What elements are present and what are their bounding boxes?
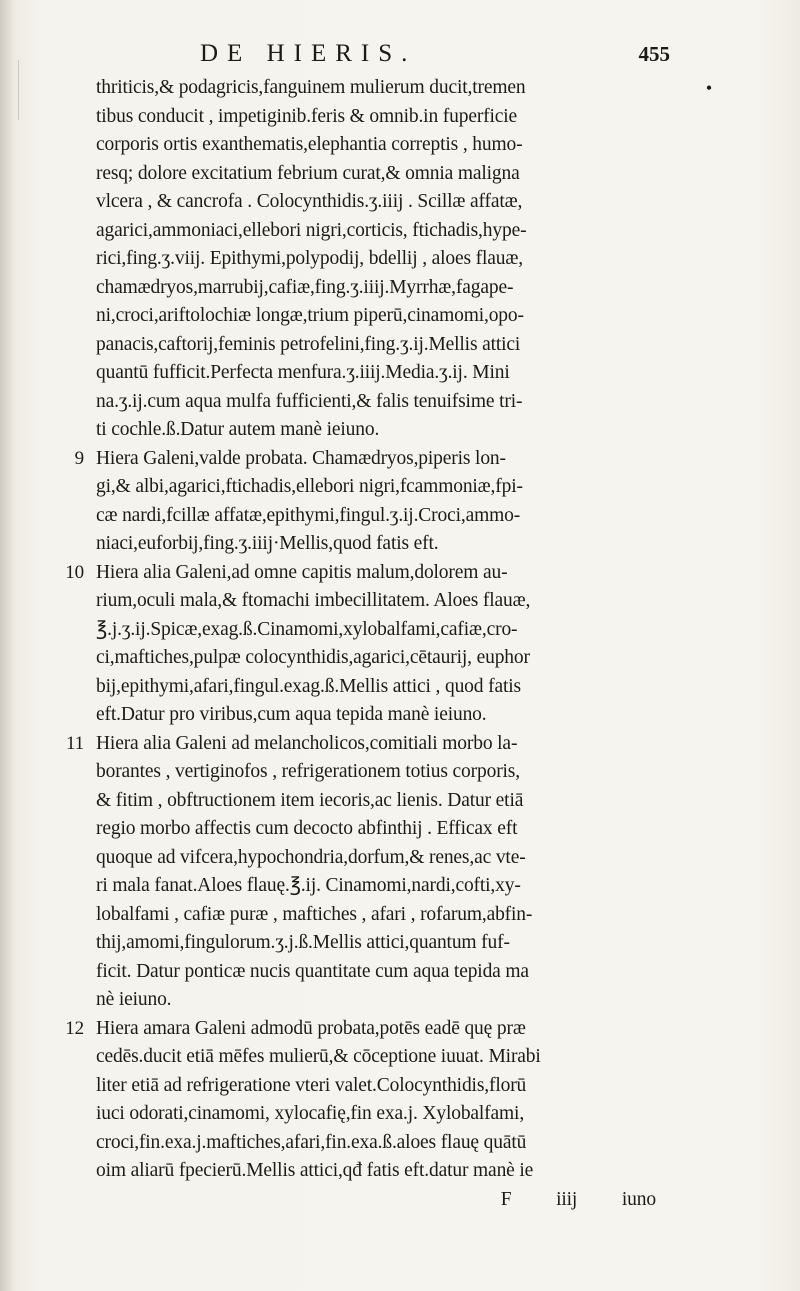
text-line xyxy=(96,758,676,787)
body-text xyxy=(65,74,712,1214)
line-text: bij,epithymi,afari,fingul.exag.ß.Mellis attici , quod fatis xyxy=(96,675,521,697)
paragraph-number: 11 xyxy=(66,732,84,754)
line-text: cæ nardi,fcillæ affatæ,epithymi,fingul.ʒ.ij.Croci,ammo- xyxy=(96,504,521,526)
line-text: & fitim , obftructionem item iecoris,ac lienis. Datur etiā xyxy=(96,789,524,811)
text-line xyxy=(65,1015,676,1044)
text-line xyxy=(96,1157,676,1186)
text-line xyxy=(96,359,676,388)
text-line xyxy=(96,302,676,331)
text-line xyxy=(96,673,676,702)
line-text: eft.Datur pro viribus,cum aqua tepida manè ieiuno. xyxy=(96,704,487,725)
line-text: niaci,euforbij,fing.ʒ.iiij·Mellis,quod fatis eft. xyxy=(96,533,439,554)
line-text: borantes , vertiginofos , refrigerationem totius corporis, xyxy=(96,761,520,782)
text-line xyxy=(96,872,676,901)
text-line xyxy=(96,701,676,730)
running-head: DE HIERIS. xyxy=(200,40,417,67)
page-number: 455 xyxy=(638,42,670,66)
line-text: rici,fing.ʒ.viij. Epithymi,polypodij, bdellij , aloes flauæ, xyxy=(96,248,523,269)
line-text: corporis ortis exanthematis,elephantia correptis , humo- xyxy=(96,134,523,155)
text-line xyxy=(96,1043,676,1072)
margin-mark: • xyxy=(705,78,712,98)
line-text: thij,amomi,fingulorum.ʒ.j.ß.Mellis attici,quantum fuf- xyxy=(96,932,510,953)
line-text: ficit. Datur ponticæ nucis quantitate cum aqua tepida ma xyxy=(96,960,529,982)
line-text: vlcera , & cancrofa . Colocynthidis.ʒ.iiij . Scillæ affatæ, xyxy=(96,191,523,212)
line-text: ti cochle.ß.Datur autem manè ieiuno. xyxy=(96,419,380,440)
text-line xyxy=(96,74,712,103)
text-line xyxy=(96,530,676,559)
line-text: na.ʒ.ij.cum aqua mulfa fufficienti,& falis tenuifsime tri- xyxy=(96,390,523,412)
line-text: Hiera amara Galeni admodū probata,potēs eadē quę præ xyxy=(96,1017,526,1039)
text-line xyxy=(96,331,676,360)
line-text: gi,& albi,agarici,ftichadis,ellebori nigri,fcammoniæ,fpi- xyxy=(96,476,523,497)
line-text: quoque ad vifcera,hypochondria,dorfum,& renes,ac vte- xyxy=(96,846,526,868)
line-text: rium,oculi mala,& ftomachi imbecillitatem. Aloes flauæ, xyxy=(96,590,531,611)
text-line xyxy=(96,245,676,274)
text-line xyxy=(96,502,676,531)
line-text: agarici,ammoniaci,ellebori nigri,corticis, ftichadis,hype- xyxy=(96,219,527,241)
line-text: Hiera alia Galeni,ad omne capitis malum,dolorem au- xyxy=(96,561,508,583)
text-line xyxy=(66,730,676,759)
text-line xyxy=(96,901,676,930)
text-line xyxy=(96,160,676,189)
line-text: ri mala fanat.Aloes flauę.℥.ij. Cinamomi,nardi,cofti,xy- xyxy=(96,875,521,896)
line-text: regio morbo affectis cum decocto abfinthij . Efficax eft xyxy=(96,818,518,839)
text-line xyxy=(96,787,676,816)
line-text: cedēs.ducit etiā mēfes mulierū,& cōceptione iuuat. Mirabi xyxy=(96,1046,541,1067)
line-text: croci,fin.exa.j.maftiches,afari,fin.exa.ß.aloes flauę quātū xyxy=(96,1131,527,1153)
text-line xyxy=(96,416,676,445)
page-header xyxy=(200,40,670,74)
text-line xyxy=(96,1186,676,1215)
text-line xyxy=(96,1129,676,1158)
text-line xyxy=(96,388,676,417)
text-line xyxy=(96,1072,676,1101)
line-text: resq; dolore excitatium febrium curat,& omnia maligna xyxy=(96,162,520,184)
text-line xyxy=(96,473,676,502)
text-line xyxy=(96,958,676,987)
line-text: thriticis,& podagricis,fanguinem mulierum ducit,tremen xyxy=(96,77,526,98)
paragraph-number: 10 xyxy=(65,561,84,583)
line-text: Hiera alia Galeni ad melancholicos,comitiali morbo la- xyxy=(96,732,518,754)
text-line xyxy=(96,188,676,217)
paragraph-number: 9 xyxy=(74,447,84,469)
line-text: ℥.j.ʒ.ij.Spicæ,exag.ß.Cinamomi,xylobalfami,cafiæ,cro- xyxy=(96,618,518,640)
text-line xyxy=(96,844,676,873)
text-line xyxy=(96,929,676,958)
line-text: tibus conducit , impetiginib.feris & omnib.in fuperficie xyxy=(96,105,518,127)
text-line xyxy=(65,559,676,588)
line-text: iuci odorati,cinamomi, xylocafię,fin exa.j. Xylobalfami, xyxy=(96,1103,525,1124)
line-text: ci,maftiches,pulpæ colocynthidis,agarici,cētaurij, euphor xyxy=(96,647,530,668)
text-line xyxy=(96,217,676,246)
line-text: lobalfami , cafiæ puræ , maftiches , afari , rofarum,abfin- xyxy=(96,903,533,925)
line-text: ni,croci,ariftolochiæ longæ,trium piperū,cinamomi,opo- xyxy=(96,305,524,326)
text-line xyxy=(96,274,676,303)
line-text: quantū fufficit.Perfecta menfura.ʒ.iiij.Media.ʒ.ij. Mini xyxy=(96,362,510,383)
line-text: chamædryos,marrubij,cafiæ,fing.ʒ.iiij.Myrrhæ,fagape- xyxy=(96,276,514,298)
line-text: liter etiā ad refrigeratione vteri valet.Colocynthidis,florū xyxy=(96,1074,527,1096)
text-line xyxy=(96,103,676,132)
line-text: nè ieiuno. xyxy=(96,989,172,1010)
margin-rule xyxy=(18,60,19,120)
text-line xyxy=(96,131,676,160)
text-line xyxy=(96,587,676,616)
text-line xyxy=(96,1100,676,1129)
text-line xyxy=(96,616,676,645)
text-line xyxy=(96,644,676,673)
text-line xyxy=(74,445,676,474)
line-text: panacis,caftorij,feminis petrofelini,fing.ʒ.ij.Mellis attici xyxy=(96,333,521,355)
line-text: oim aliarū fpecierū.Mellis attici,qđ fatis eft.datur manè ie xyxy=(96,1160,534,1181)
paragraph-number: 12 xyxy=(65,1017,84,1039)
line-text: F iiij iuno xyxy=(500,1188,656,1210)
text-line xyxy=(96,986,676,1015)
text-line xyxy=(96,815,676,844)
line-text: Hiera Galeni,valde probata. Chamædryos,piperis lon- xyxy=(96,447,506,469)
gutter-shadow xyxy=(0,0,14,1291)
